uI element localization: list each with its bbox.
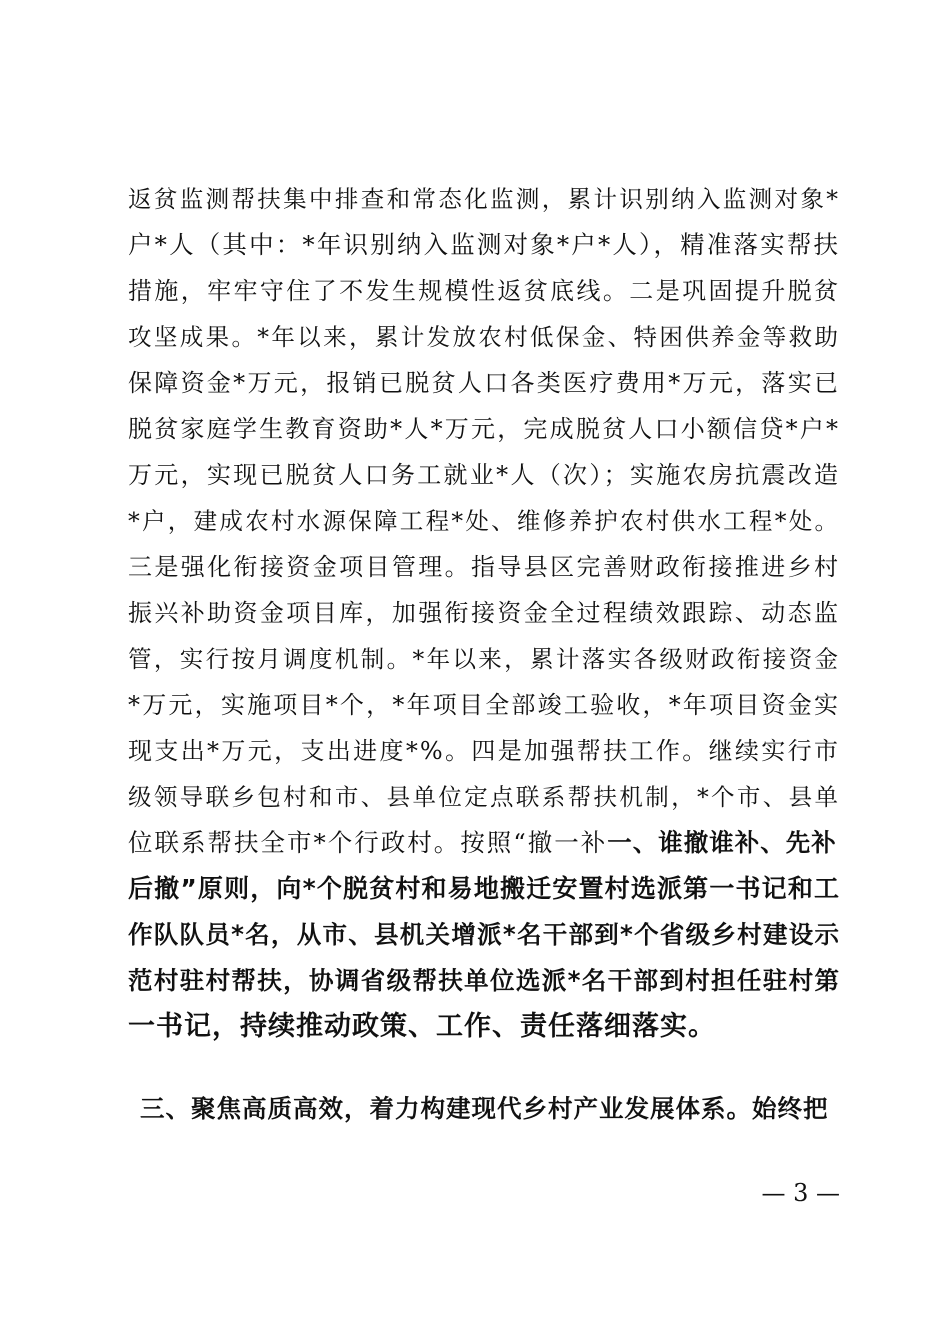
- regular-text: 位联系帮扶全市*个行政村。按照“撤一补: [128, 828, 608, 857]
- paragraph-line-bold: 后撤”原则，向*个脱贫村和易地搬迁安置村选派第一书记和工: [128, 874, 840, 903]
- paragraph-line: 措施，牢牢守住了不发生规模性返贫底线。二是巩固提升脱贫: [128, 277, 840, 305]
- paragraph-line: 攻坚成果。*年以来，累计发放农村低保金、特困供养金等救助: [128, 323, 840, 351]
- page-number: — 3 —: [761, 1179, 840, 1207]
- paragraph-line: *户，建成农村水源保障工程*处、维修养护农村供水工程*处。: [128, 507, 840, 535]
- paragraph-line: 级领导联乡包村和市、县单位定点联系帮扶机制，*个市、县单: [128, 783, 840, 811]
- paragraph-line: 三是强化衔接资金项目管理。指导县区完善财政衔接推进乡村: [128, 553, 840, 581]
- body-paragraph: [128, 176, 840, 1050]
- paragraph-line-bold: 范村驻村帮扶，协调省级帮扶单位选派*名干部到村担任驻村第: [128, 966, 840, 995]
- paragraph-line: 户*人（其中：*年识别纳入监测对象*户*人），精准落实帮扶: [128, 230, 840, 259]
- paragraph-line: 振兴补助资金项目库，加强衔接资金全过程绩效跟踪、动态监: [128, 599, 840, 627]
- paragraph-line: 保障资金*万元，报销已脱贫人口各类医疗费用*万元，落实已: [128, 369, 840, 397]
- paragraph-line-mixed: [128, 820, 840, 866]
- paragraph-line: 返贫监测帮扶集中排查和常态化监测，累计识别纳入监测对象*: [128, 185, 840, 213]
- section-heading: 三、聚焦高质高效，着力构建现代乡村产业发展体系。始终把: [140, 1094, 829, 1123]
- bold-text: 一、谁撤谁补、先补: [607, 828, 837, 857]
- paragraph-line: 脱贫家庭学生教育资助*人*万元，完成脱贫人口小额信贷*户*: [128, 415, 840, 443]
- paragraph-line: 管，实行按月调度机制。*年以来，累计落实各级财政衔接资金: [128, 645, 840, 673]
- paragraph-line-bold: 一书记，持续推动政策、工作、责任落细落实。: [128, 1011, 716, 1042]
- paragraph-line: 万元，实现已脱贫人口务工就业*人（次）；实施农房抗震改造: [128, 461, 840, 489]
- paragraph-line: 现支出*万元，支出进度*%。四是加强帮扶工作。继续实行市: [128, 737, 840, 765]
- paragraph-line: *万元，实施项目*个，*年项目全部竣工验收，*年项目资金实: [128, 691, 840, 719]
- paragraph-line-bold: 作队队员*名，从市、县机关增派*名干部到*个省级乡村建设示: [128, 920, 840, 949]
